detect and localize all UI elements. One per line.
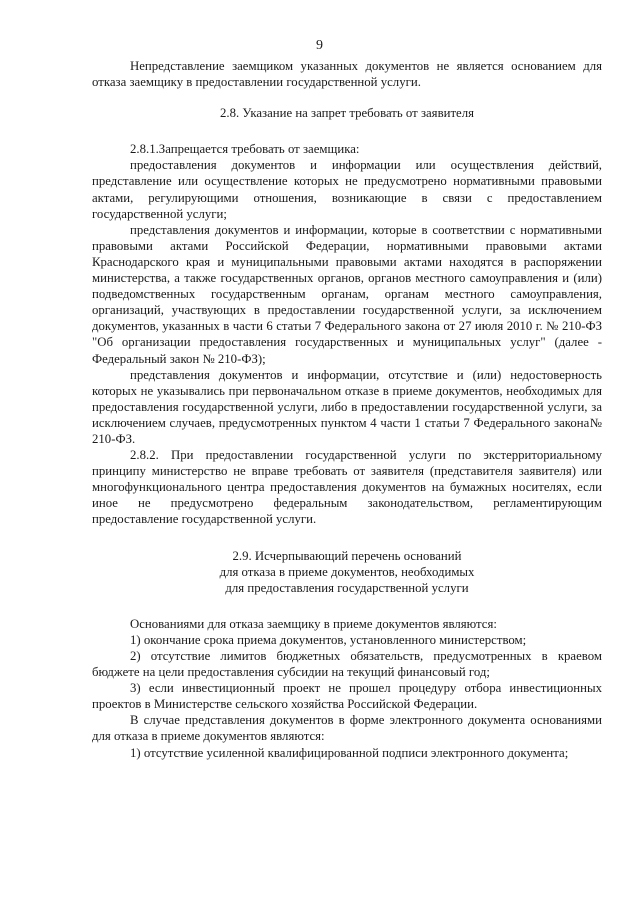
document-body — [92, 58, 602, 761]
paragraph-refusal-grounds: Основаниями для отказа заемщику в приеме документов являются: — [130, 616, 497, 631]
page-number: 9 — [316, 38, 323, 53]
paragraph-electronic-grounds: В случае представления документов в форме электронного документа основаниями для отказа в приеме документов являются: — [92, 713, 602, 744]
paragraph-non-submission: Непредставление заемщиком указанных документов не является основанием для отказа заемщику в предоставлении государственной услуги. — [92, 59, 602, 90]
section-heading-2-9 — [92, 548, 602, 596]
list-item-refusal-1: 1) окончание срока приема документов, установленного министерством; — [130, 632, 527, 647]
paragraph-prohibition-1: предоставления документов и информации или осуществления действий, представление или осуществление которых не предусмотрено нормативными правовыми актами, регулирующими отношения, возникающие в связи с предоставлением государственной услуги; — [92, 158, 602, 221]
paragraph-prohibition-3: представления документов и информации, отсутствие и (или) недостоверность которых не указывались при первоначальном отказе в приеме документов, необходимых для предоставления государственной услуги, либо в предоставлении государственной услуги, за исключением случаев, предусмотренных пунктом 4 части 1 статьи 7 Федерального закона№ 210-ФЗ. — [92, 367, 602, 446]
heading-2-9-line-3: для предоставления государственной услуги — [225, 580, 469, 595]
paragraph-2-8-2: 2.8.2. При предоставлении государственной услуги по экстерриториальному принципу министерство не вправе требовать от заявителя (представителя заявителя) или многофункционального центра предоставления документов на бумажных носителях, если иное не предусмотрено федеральным законодательством, регламентирующим предоставление государственной услуги. — [92, 448, 602, 527]
section-heading-2-8: 2.8. Указание на запрет требовать от заявителя — [219, 106, 475, 121]
list-item-refusal-2: 2) отсутствие лимитов бюджетных обязательств, предусмотренных в краевом бюджете на цели предоставления субсидии на текущий финансовый год; — [92, 649, 602, 680]
heading-2-9-line-1: 2.9. Исчерпывающий перечень оснований — [232, 548, 462, 563]
list-item-refusal-3: 3) если инвестиционный проект не прошел процедуру отбора инвестиционных проектов в Министерстве сельского хозяйства Российской Федерации. — [92, 681, 602, 712]
list-item-electronic-1: 1) отсутствие усиленной квалифицированной подписи электронного документа; — [130, 745, 569, 760]
paragraph-2-8-1: 2.8.1.Запрещается требовать от заемщика: — [130, 142, 360, 157]
heading-2-9-line-2: для отказа в приеме документов, необходимых — [219, 564, 475, 579]
paragraph-prohibition-2: представления документов и информации, которые в соответствии с нормативными правовыми актами Российской Федерации, нормативными правовыми актами Краснодарского края и муниципальными правовыми актами находятся в распоряжении министерства, а также государственных органов, органов местного самоуправления и (или) подведомственных государственным органам, органам местного самоуправления, организаций, участвующих в предоставлении государственной услуги, за исключением документов, указанных в части 6 статьи 7 Федерального закона от 27 июля 2010 г. № 210-ФЗ "Об организации предоставления государственных и муниципальных услуг" (далее - Федеральный закон № 210-ФЗ); — [92, 222, 602, 366]
